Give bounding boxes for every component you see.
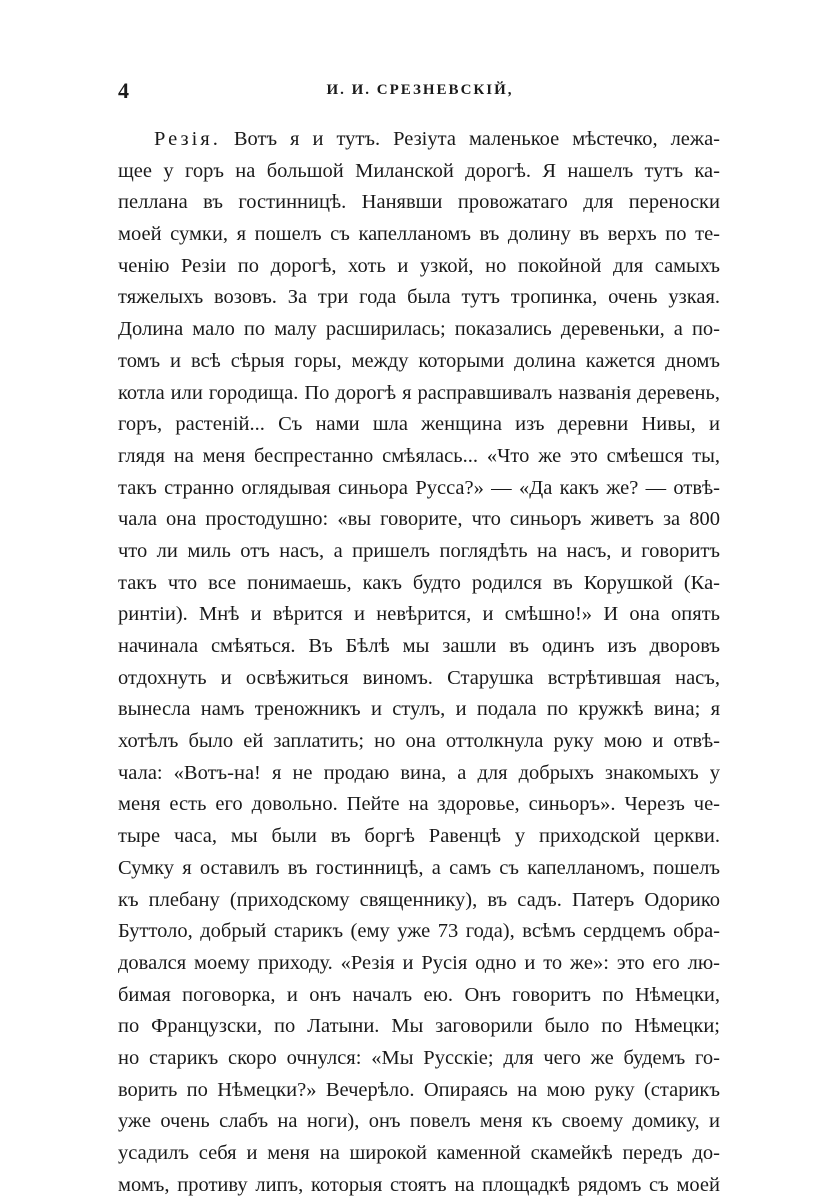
body-text bbox=[118, 124, 720, 1201]
text-line: томъ и всѣ сѣрыя горы, между которыми долина кажется дномъ bbox=[118, 349, 720, 372]
text-line: вынесла намъ треножникъ и стулъ, и подала по кружкѣ вина; я bbox=[118, 698, 720, 721]
text-line: ринтіи). Мнѣ и вѣрится и невѣрится, и смѣшно!» И она опять bbox=[118, 603, 720, 626]
text-line: начинала смѣяться. Въ Бѣлѣ мы зашли въ одинъ изъ дворовъ bbox=[118, 635, 720, 657]
text-line: Долина мало по малу расширилась; показались деревеньки, а по- bbox=[118, 318, 720, 341]
text-line: щее у горъ на большой Миланской дорогѣ. Я нашелъ тутъ ка- bbox=[118, 159, 720, 182]
text-line: къ плебану (приходскому священнику), въ садъ. Патеръ Одорико bbox=[118, 888, 720, 911]
text-line: усадилъ себя и меня на широкой каменной скамейкѣ передъ до- bbox=[118, 1142, 720, 1164]
text-line: уже очень слабъ на ноги), онъ повелъ меня къ своему домику, и bbox=[118, 1110, 720, 1133]
text-line: горъ, растеній... Съ нами шла женщина изъ деревни Нивы, и bbox=[118, 413, 720, 436]
page-header bbox=[118, 78, 722, 108]
page-number: 4 bbox=[118, 78, 129, 103]
text-line: котла или городища. По дорогѣ я расправшивалъ названія деревень, bbox=[118, 381, 720, 404]
text-line: меня есть его довольно. Пейте на здоровье, синьоръ». Черезъ че- bbox=[118, 793, 720, 816]
text-line: чала она простодушно: «вы говорите, что синьоръ живетъ за 800 bbox=[118, 508, 720, 531]
running-head: И. И. СРЕЗНЕВСКІЙ, bbox=[326, 82, 514, 98]
text-line: глядя на меня беспрестанно смѣялась... «Что же это смѣешся ты, bbox=[118, 444, 720, 467]
text-line: моей сумки, я пошелъ съ капелланомъ въ долину въ верхъ по те- bbox=[118, 223, 720, 246]
first-word: Резія. bbox=[154, 128, 221, 150]
text-line: такъ странно оглядывая синьора Русса?» — «Да какъ же? — отвѣ- bbox=[118, 476, 720, 499]
text-line bbox=[118, 124, 720, 156]
text-line-content: Вотъ я и тутъ. Резіута маленькое мѣстечко, лежа- bbox=[233, 128, 720, 150]
text-line: по Французски, по Латыни. Мы заговорили было по Нѣмецки; bbox=[118, 1015, 720, 1038]
text-line: бимая поговорка, и онъ началъ ею. Онъ говоритъ по Нѣмецки, bbox=[118, 983, 720, 1006]
text-line: Сумку я оставилъ въ гостинницѣ, а самъ съ капелланомъ, пошелъ bbox=[118, 856, 720, 879]
text-line: чала: «Вотъ-на! я не продаю вина, а для добрыхъ знакомыхъ у bbox=[118, 761, 720, 784]
text-line: довался моему приходу. «Резія и Русія одно и то же»: это его лю- bbox=[118, 951, 720, 974]
text-line: такъ что все понимаешь, какъ будто родился въ Корушкой (Ка- bbox=[118, 571, 720, 594]
text-line: Буттоло, добрый старикъ (ему уже 73 года), всѣмъ сердцемъ обра- bbox=[118, 920, 720, 943]
text-line: отдохнуть и освѣжиться виномъ. Старушка встрѣтившая насъ, bbox=[118, 666, 720, 689]
text-line: тяжелыхъ возовъ. За три года была тутъ тропинка, очень узкая. bbox=[118, 286, 720, 309]
text-line: момъ, противу липъ, которыя стоятъ на площадкѣ рядомъ съ моей bbox=[118, 1173, 720, 1196]
text-line: ченію Резіи по дорогѣ, хоть и узкой, но покойной для самыхъ bbox=[118, 254, 720, 277]
text-line: хотѣлъ было ей заплатить; но она оттолкнула руку мою и отвѣ- bbox=[118, 730, 720, 753]
text-line: что ли миль отъ насъ, а пришелъ поглядѣть на насъ, и говоритъ bbox=[118, 539, 720, 562]
text-line: пеллана въ гостинницѣ. Нанявши провожатаго для переноски bbox=[118, 191, 720, 214]
text-line: ворить по Нѣмецки?» Вечерѣло. Опираясь на мою руку (старикъ bbox=[118, 1078, 720, 1101]
text-line: тыре часа, мы были въ боргѣ Равенцѣ у приходской церкви. bbox=[118, 825, 720, 848]
text-line: но старикъ скоро очнулся: «Мы Русскіе; для чего же будемъ го- bbox=[118, 1046, 720, 1069]
